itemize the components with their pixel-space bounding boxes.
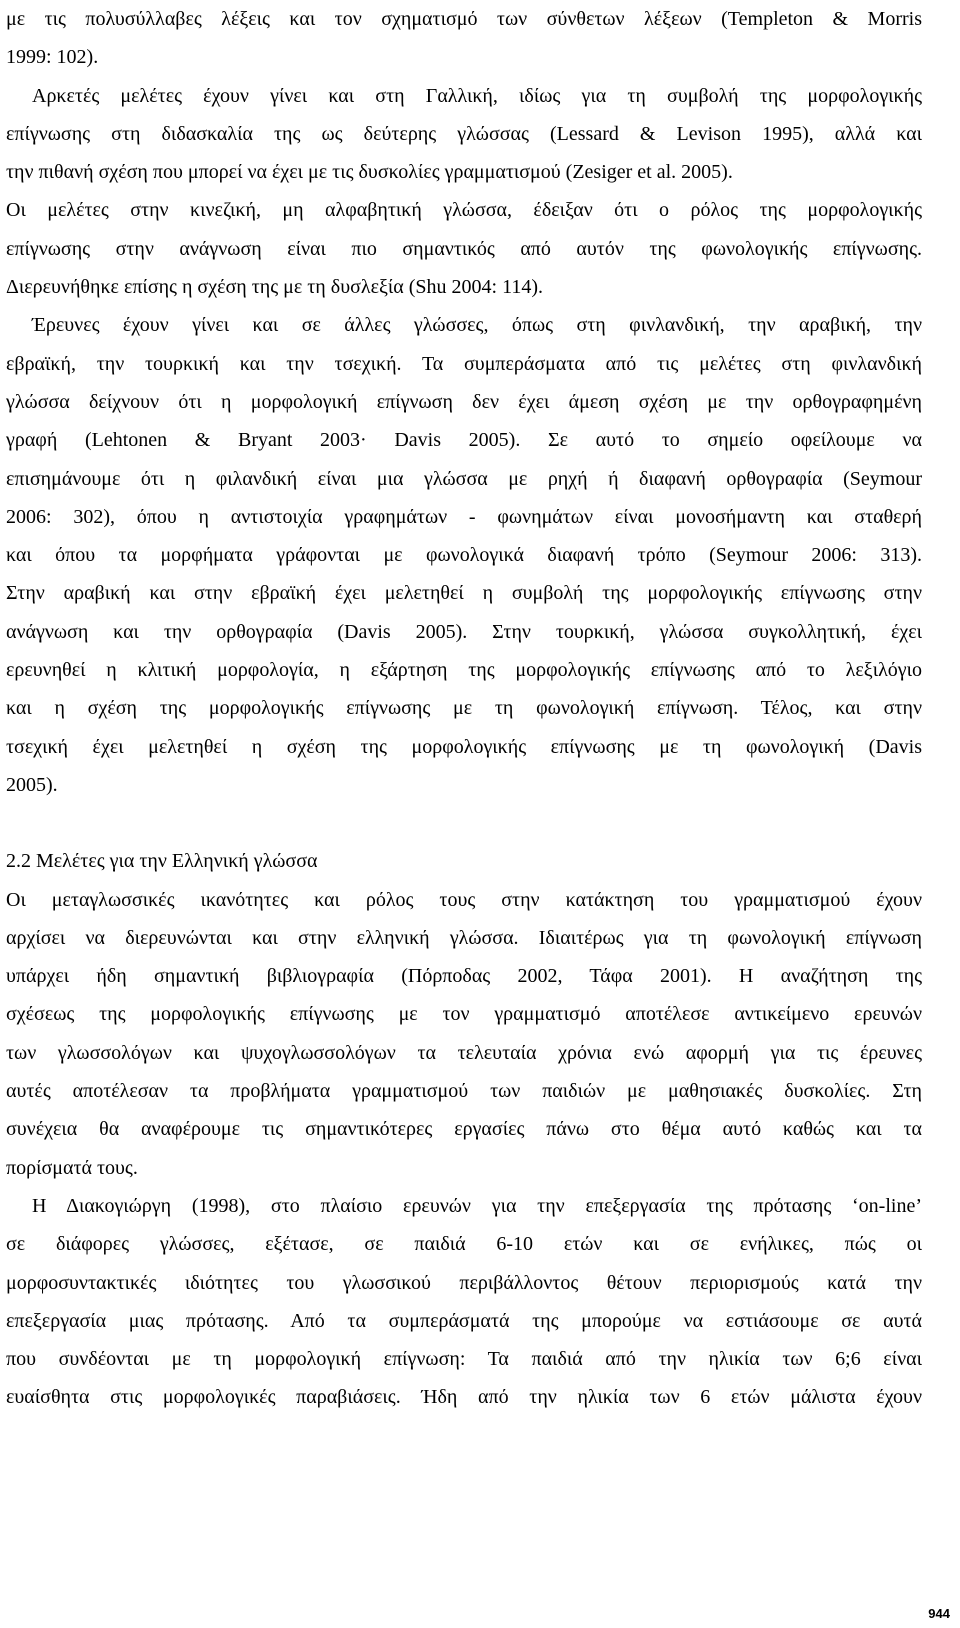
- page-number: 944: [928, 1606, 950, 1621]
- text-line: επισημάνουμε ότι η φιλανδική είναι μια γλώσσα με ρηχή ή διαφανή ορθογραφία (Seymour: [6, 467, 922, 490]
- text-line: 2005).: [6, 773, 58, 796]
- text-line: 2006: 302), όπου η αντιστοιχία γραφημάτων - φωνημάτων είναι μονοσήμαντη και σταθερή: [6, 505, 922, 528]
- section-paragraph-1: [6, 881, 922, 1187]
- section-spacer: [6, 804, 922, 842]
- text-line: των γλωσσολόγων και ψυχογλωσσολόγων τα τελευταία χρόνια ενώ αφορμή για τις έρευνες: [6, 1041, 922, 1064]
- text-line: ανάγνωση και την ορθογραφία (Davis 2005). Στην τουρκική, γλώσσα συγκολλητική, έχει: [6, 620, 922, 643]
- text-line: Οι μεταγλωσσικές ικανότητες και ρόλος τους στην κατάκτηση του γραμματισμού έχουν: [6, 888, 922, 911]
- text-line: πορίσματά τους.: [6, 1156, 138, 1179]
- document-page: [6, 0, 922, 1417]
- text-line: υπάρχει ήδη σημαντική βιβλιογραφία (Πόρποδας 2002, Τάφα 2001). Η αναζήτηση της: [6, 965, 922, 988]
- text-line: αρχίσει να διερευνώνται και στην ελληνική γλώσσα. Ιδιαιτέρως για τη φωνολογική επίγνωση: [6, 926, 922, 949]
- text-line: αυτές αποτέλεσαν τα προβλήματα γραμματισμού των παιδιών με μαθησιακές δυσκολίες. Στη: [6, 1080, 922, 1103]
- text-line: γλώσσα δείχνουν ότι η μορφολογική επίγνωση δεν έχει άμεση σχέση με την ορθογραφημένη: [6, 390, 922, 413]
- text-line: Η Διακογιώργη (1998), στο πλαίσιο ερευνών για την επεξεργασία της πρότασης ‘on-line’: [32, 1194, 922, 1217]
- paragraph-2: [6, 77, 922, 192]
- text-line: ερευνηθεί η κλιτική μορφολογία, η εξάρτηση της μορφολογικής επίγνωσης από το λεξιλόγιο: [6, 659, 922, 682]
- text-line: ευαίσθητα στις μορφολογικές παραβιάσεις. Ήδη από την ηλικία των 6 ετών μάλιστα έχουν: [6, 1386, 922, 1409]
- text-line: τσεχική έχει μελετηθεί η σχέση της μορφολογικής επίγνωσης με τη φωνολογική (Davis: [6, 735, 922, 758]
- text-line: επίγνωσης στη διδασκαλία της ως δεύτερης γλώσσας (Lessard & Levison 1995), αλλά και: [6, 122, 922, 145]
- text-line: Στην αραβική και στην εβραϊκή έχει μελετηθεί η συμβολή της μορφολογικής επίγνωσης στην: [6, 582, 922, 605]
- text-line: με τις πολυσύλλαβες λέξεις και τον σχηματισμό των σύνθετων λέξεων (Templeton & Morris: [6, 8, 922, 30]
- text-line: επίγνωσης στην ανάγνωση είναι πιο σημαντικός από αυτόν της φωνολογικής επίγνωσης.: [6, 237, 922, 260]
- text-line: σε διάφορες γλώσσες, εξέτασε, σε παιδιά 6-10 ετών και σε ενήλικες, πώς οι: [6, 1233, 922, 1256]
- text-line: Διερευνήθηκε επίσης η σχέση της με τη δυσλεξία (Shu 2004: 114).: [6, 276, 544, 299]
- text-line: γραφή (Lehtonen & Bryant 2003· Davis 2005). Σε αυτό το σημείο οφείλουμε να: [6, 429, 922, 452]
- text-line: 1999: 102).: [6, 46, 99, 69]
- text-line: συνέχεια θα αναφέρουμε τις σημαντικότερες εργασίες πάνω στο θέμα αυτό καθώς και τα: [6, 1118, 922, 1141]
- text-line: Έρευνες έχουν γίνει και σε άλλες γλώσσες, όπως στη φινλανδική, την αραβική, την: [32, 314, 922, 337]
- section-heading: 2.2 Μελέτες για την Ελληνική γλώσσα: [6, 850, 318, 873]
- text-line: εβραϊκή, την τουρκική και την τσεχική. Τα συμπεράσματα από τις μελέτες στη φινλανδική: [6, 352, 922, 375]
- text-line: που συνδέονται με τη μορφολογική επίγνωση: Τα παιδιά από την ηλικία των 6;6 είναι: [6, 1348, 922, 1371]
- paragraph-1: [6, 0, 922, 77]
- text-line: επεξεργασία μιας πρότασης. Από τα συμπεράσματά της μπορούμε να εστιάσουμε σε αυτά: [6, 1309, 922, 1332]
- paragraph-4: [6, 306, 922, 804]
- text-line: μορφοσυντακτικές ιδιότητες του γλωσσικού περιβάλλοντος θέτουν περιορισμούς κατά την: [6, 1271, 922, 1294]
- text-line: Οι μελέτες στην κινεζική, μη αλφαβητική γλώσσα, έδειξαν ότι ο ρόλος της μορφολογικής: [6, 199, 922, 222]
- text-line: σχέσεως της μορφολογικής επίγνωσης με τον γραμματισμό αποτέλεσε αντικείμενο ερευνών: [6, 1003, 922, 1026]
- text-line: την πιθανή σχέση που μπορεί να έχει με τις δυσκολίες γραμματισμού (Zesiger et al. 2005).: [6, 161, 733, 184]
- section-paragraph-2: [6, 1187, 922, 1417]
- text-line: και όπου τα μορφήματα γράφονται με φωνολογικά διαφανή τρόπο (Seymour 2006: 313).: [6, 544, 922, 567]
- text-line: και η σχέση της μορφολογικής επίγνωσης με τη φωνολογική επίγνωση. Τέλος, και στην: [6, 697, 922, 720]
- paragraph-3: [6, 191, 922, 306]
- text-line: Αρκετές μελέτες έχουν γίνει και στη Γαλλική, ιδίως για τη συμβολή της μορφολογικής: [32, 84, 922, 107]
